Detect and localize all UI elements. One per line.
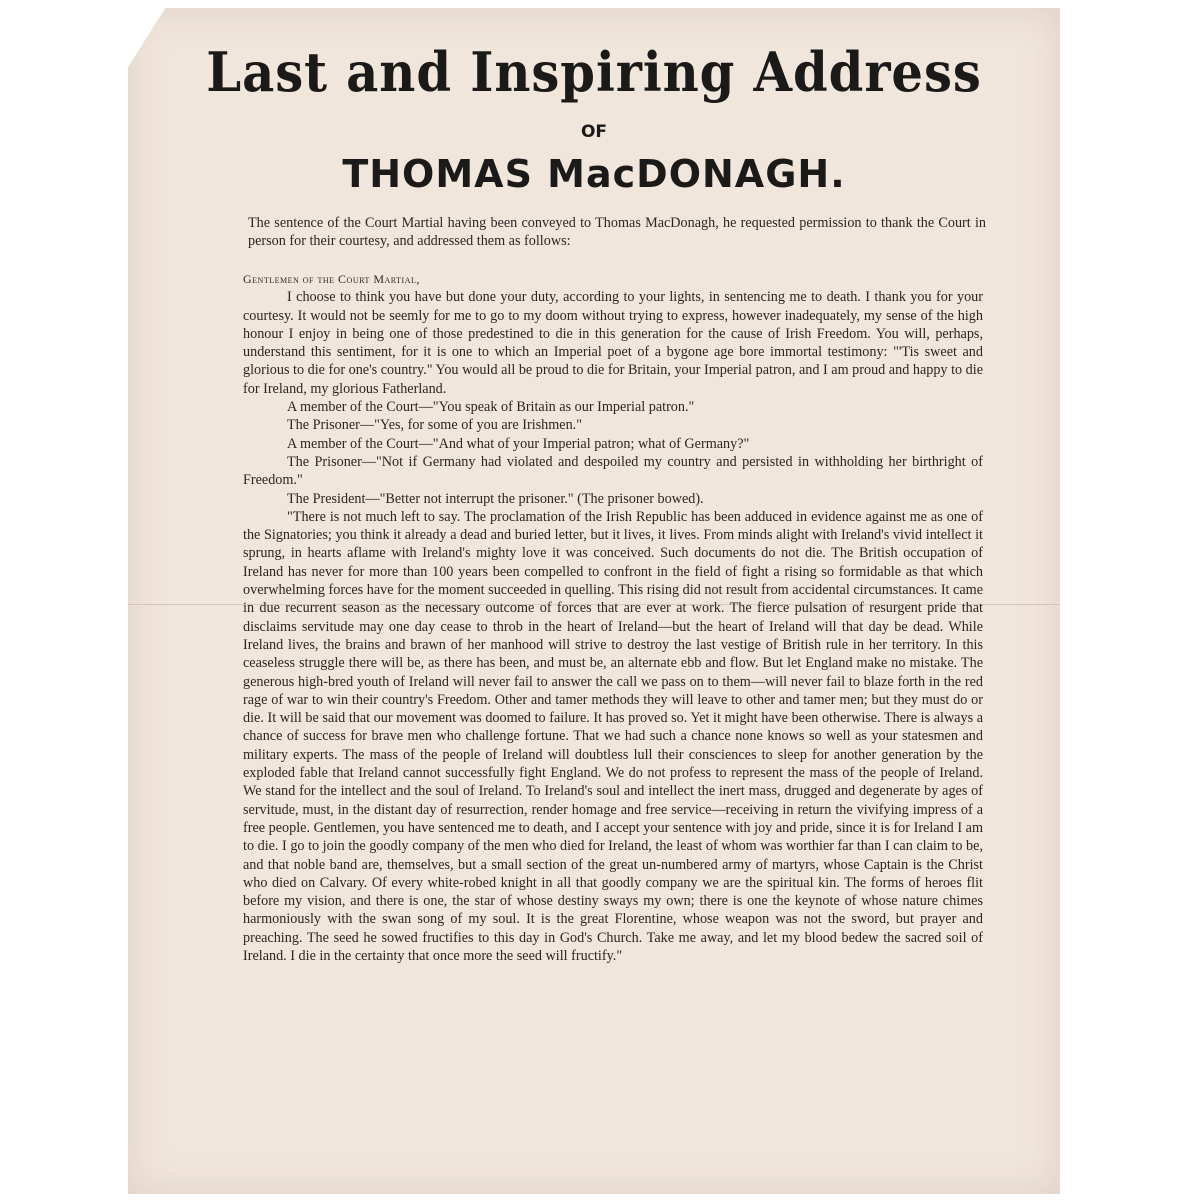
paragraph-prisoner-1: The Prisoner—"Yes, for some of you are Irishmen." bbox=[287, 417, 583, 434]
paragraph-court-member-2: A member of the Court—"And what of your Imperial patron; what of Germany?" bbox=[287, 435, 750, 452]
document-title: Last and Inspiring Address bbox=[206, 40, 982, 104]
salutation: Gentlemen of the Court Martial, bbox=[243, 272, 420, 286]
paragraph-final-address: "There is not much left to say. The proclamation of the Irish Republic has been adduced in evidence against me as one of the Signatories; you think it already a dead and buried letter, but it lives, it lives. From minds alight with Ireland's vivid intellect it sprung, in hearts aflame with Ireland's mighty love it was conceived. Such documents do not die. The British occupation of Ireland has never for more than 100 years been compelled to confront in the field of fight a rising so formidable as that which overwhelming forces have for the moment succeeded in quelling. This rising did not result from accidental circumstances. It came in due recurrent season as the necessary outcome of forces that are ever at work. The fierce pulsation of resurgent pride that disclaims servitude may one day cease to throb in the heart of Ireland—but the heart of Ireland will that day be dead. While Ireland lives, the brains and brawn of her manhood will strive to destroy the last vestige of British rule in her territory. In this ceaseless struggle there will be, as there has been, and must be, an alternate ebb and flow. But let England make no mistake. The generous high-bred youth of Ireland will never fail to answer the call we pass on to them—will never fail to blaze forth in the red rage of war to win their country's Freedom. Other and tamer methods they will leave to other and tamer men; but they must do or die. It will be said that our movement was doomed to failure. It has proved so. Yet it might have been otherwise. There is always a chance of success for brave men who challenge fortune. That we had such a chance none knows so well as your statesmen and military experts. The mass of the people of Ireland will doubtless lull their consciences to sleep for another generation by the exploded fable that Ireland cannot successfully fight England. We do not profess to represent the mass of the people of Ireland. We stand for the intellect and the soul of Ireland. To Ireland's soul and intellect the inert mass, drugged and degenerate by ages of servitude, must, in the distant day of resurrection, render homage and free service—receiving in return the vivifying impress of a free people. Gentlemen, you have sentenced me to death, and I accept your sentence with joy and pride, since it is for Ireland I am to die. I go to join the goodly company of the men who died for Ireland, the least of whom was worthier far than I can claim to be, and that noble band are, themselves, but a small section of the great un-numbered army of martyrs, whose Captain is the Christ who died on Calvary. Of every white-robed knight in all that goodly company we are the spiritual kin. The forms of heroes flit before my vision, and there is one, the star of whose destiny sways my own; there is one the keynote of whose nature chimes harmoniously with the swan song of my soul. It is the great Florentine, whose weapon was not the sword, but prayer and preaching. The seed he sowed fructifies to this day in God's Church. Take me away, and let my blood bedew the sacred soil of Ireland. I die in the certainty that once more the seed will fructify." bbox=[243, 508, 983, 964]
paragraph-president: The President—"Better not interrupt the prisoner." (The prisoner bowed). bbox=[287, 490, 704, 507]
paragraph-court-member-1: A member of the Court—"You speak of Britain as our Imperial patron." bbox=[287, 399, 695, 416]
title-connector: OF bbox=[580, 122, 608, 142]
address-body bbox=[243, 270, 983, 965]
paragraph-opening: I choose to think you have but done your duty, according to your lights, in sentencing me to death. I thank you for your courtesy. It would not be seemly for me to go to my doom without trying to express, however inadequately, my sense of the high honour I enjoy in being one of those predestined to die in this generation for the cause of Irish Freedom. You will, perhaps, understand this sentiment, for it is one to which an Imperial poet of a bygone age bore immortal testimony: "'Tis sweet and glorious to die for one's country." You would all be proud to die for Britain, your Imperial patron, and I am proud and happy to die for Ireland, my glorious Fatherland. bbox=[243, 289, 983, 397]
paragraph-prisoner-2: The Prisoner—"Not if Germany had violated and despoiled my country and persisted in withholding her birthright of Freedom." bbox=[243, 453, 983, 489]
intro-paragraph: The sentence of the Court Martial having been conveyed to Thomas MacDonagh, he requested permission to thank the Court in person for their courtesy, and addressed them as follows: bbox=[248, 215, 986, 249]
subject-name: THOMAS MacDONAGH. bbox=[342, 152, 846, 196]
